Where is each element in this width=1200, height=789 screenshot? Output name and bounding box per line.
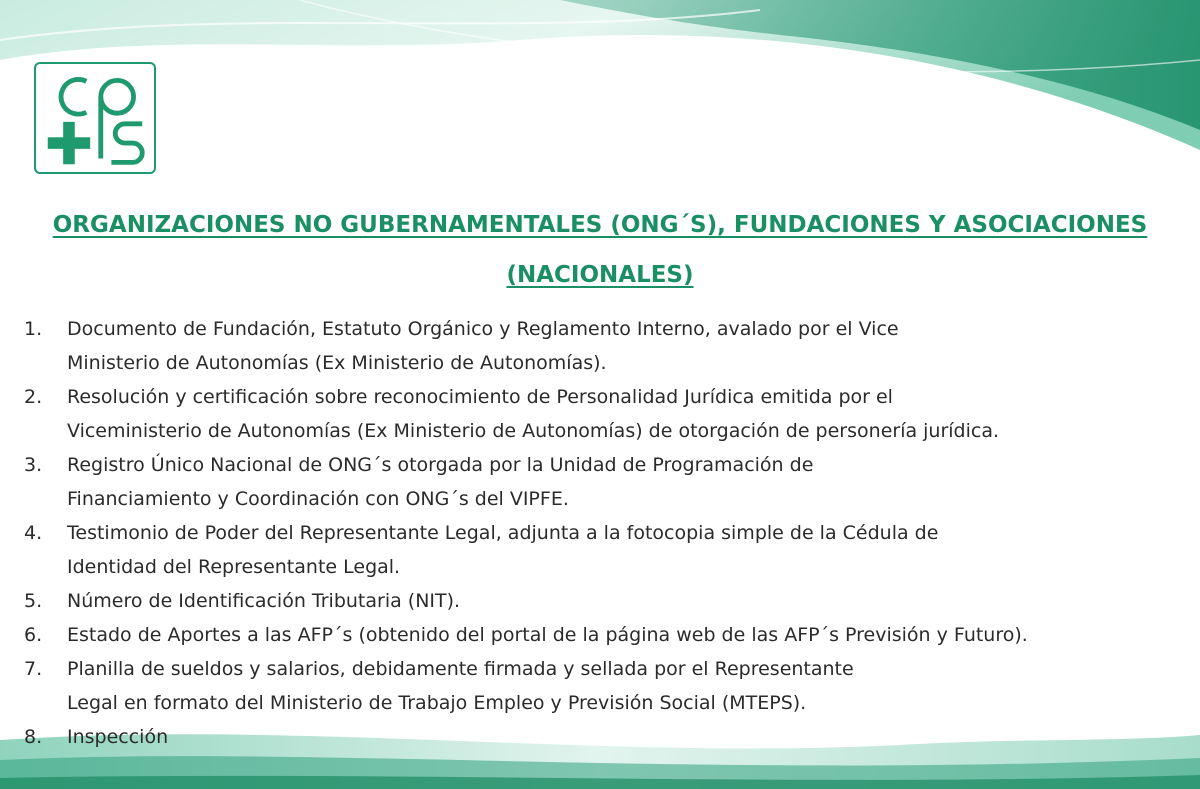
list-item <box>24 380 1184 448</box>
list-item <box>24 652 1184 720</box>
item-text <box>67 380 1184 448</box>
item-line: Viceministerio de Autonomías (Ex Ministerio de Autonomías) de otorgación de personería jurídica. <box>67 420 1000 442</box>
cpps-logo <box>34 62 156 174</box>
page-title <box>0 200 1200 300</box>
item-line: Identidad del Representante Legal. <box>67 556 401 578</box>
item-number: 2. <box>24 386 43 408</box>
item-text <box>67 516 1184 584</box>
item-text <box>67 448 1184 516</box>
item-number: 5. <box>24 590 43 612</box>
title-line-1: ORGANIZACIONES NO GUBERNAMENTALES (ONG´S), FUNDACIONES Y ASOCIACIONES <box>52 212 1148 238</box>
item-number: 1. <box>24 318 43 340</box>
list-item <box>24 618 1184 652</box>
item-line: Legal en formato del Ministerio de Trabajo Empleo y Previsión Social (MTEPS). <box>67 692 807 714</box>
requirements-list <box>24 312 1184 754</box>
item-line: Financiamiento y Coordinación con ONG´s del VIPFE. <box>67 488 569 510</box>
item-line: Planilla de sueldos y salarios, debidamente firmada y sellada por el Representante <box>67 658 854 680</box>
list-item <box>24 448 1184 516</box>
item-line: Ministerio de Autonomías (Ex Ministerio de Autonomías). <box>67 352 607 374</box>
item-text <box>67 720 1184 754</box>
item-line: Resolución y certificación sobre reconocimiento de Personalidad Jurídica emitida por el <box>67 386 893 408</box>
item-line: Testimonio de Poder del Representante Legal, adjunta a la fotocopia simple de la Cédula de <box>67 522 939 544</box>
list-item <box>24 516 1184 584</box>
item-line: Número de Identificación Tributaria (NIT). <box>67 590 461 612</box>
item-line: Estado de Aportes a las AFP´s (obtenido del portal de la página web de las AFP´s Previsión y Futuro). <box>67 624 1028 646</box>
item-number: 6. <box>24 624 43 646</box>
item-number: 7. <box>24 658 43 680</box>
item-text <box>67 312 1184 380</box>
item-number: 3. <box>24 454 43 476</box>
list-item <box>24 584 1184 618</box>
list-item <box>24 312 1184 380</box>
item-text <box>67 618 1184 652</box>
title-line-2: (NACIONALES) <box>506 262 694 288</box>
item-line: Documento de Fundación, Estatuto Orgánico y Reglamento Interno, avalado por el Vice <box>67 318 899 340</box>
item-line: Registro Único Nacional de ONG´s otorgada por la Unidad de Programación de <box>67 454 814 476</box>
list-item <box>24 720 1184 754</box>
item-number: 4. <box>24 522 43 544</box>
item-number: 8. <box>24 726 43 748</box>
item-line: Inspección <box>67 726 169 748</box>
item-text <box>67 652 1184 720</box>
item-text <box>67 584 1184 618</box>
